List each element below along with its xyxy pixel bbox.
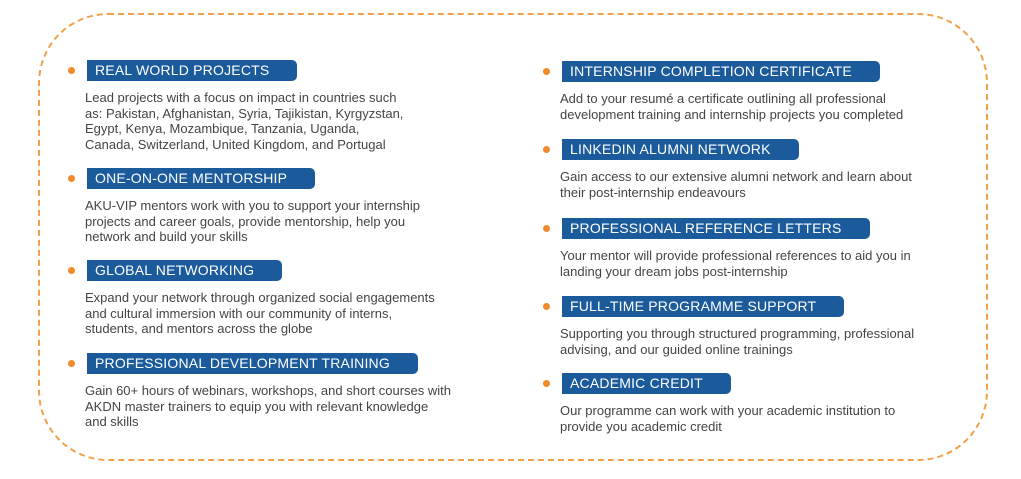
benefit-academic-credit xyxy=(543,373,895,434)
benefit-title: INTERNSHIP COMPLETION CERTIFICATE xyxy=(562,61,880,82)
bullet-dot-icon xyxy=(68,67,75,74)
bullet-dot-icon xyxy=(543,380,550,387)
benefit-description: AKU-VIP mentors work with you to support your internship projects and career goals, provide mentorship, help you network and build your skills xyxy=(85,198,421,244)
benefit-title: REAL WORLD PROJECTS xyxy=(87,60,297,81)
bullet-dot-icon xyxy=(68,267,75,274)
benefit-title: FULL-TIME PROGRAMME SUPPORT xyxy=(562,296,844,317)
benefit-title: PROFESSIONAL DEVELOPMENT TRAINING xyxy=(87,353,418,374)
bullet-dot-icon xyxy=(68,175,75,182)
benefit-global-networking xyxy=(68,260,435,337)
benefit-description: Expand your network through organized social engagements and cultural immersion with our community of interns, students, and mentors across the globe xyxy=(85,290,435,336)
benefit-description: Your mentor will provide professional references to aid you in landing your dream jobs post-internship xyxy=(560,248,911,279)
bullet-dot-icon xyxy=(543,303,550,310)
benefit-title: GLOBAL NETWORKING xyxy=(87,260,282,281)
benefit-professional-development-training xyxy=(68,353,451,430)
bullet-dot-icon xyxy=(68,360,75,367)
benefit-linkedin-alumni-network xyxy=(543,139,912,200)
benefit-description: Gain 60+ hours of webinars, workshops, and short courses with AKDN master trainers to equip you with relevant knowledge and skills xyxy=(85,383,451,429)
bullet-dot-icon xyxy=(543,68,550,75)
benefit-professional-reference-letters xyxy=(543,218,911,279)
benefit-one-on-one-mentorship xyxy=(68,168,420,245)
benefit-title: ACADEMIC CREDIT xyxy=(562,373,731,394)
benefit-title: PROFESSIONAL REFERENCE LETTERS xyxy=(562,218,870,239)
bullet-dot-icon xyxy=(543,225,550,232)
benefit-real-world-projects xyxy=(68,60,403,152)
bullet-dot-icon xyxy=(543,146,550,153)
benefit-description: Lead projects with a focus on impact in countries such as: Pakistan, Afghanistan, Syria, Tajikistan, Kyrgyzstan, Egypt, Kenya, Mozambique, Tanzania, Uganda, Canada, Switzerland, United Kingdom, and Portugal xyxy=(85,90,404,152)
benefit-title: ONE-ON-ONE MENTORSHIP xyxy=(87,168,315,189)
benefit-full-time-programme-support xyxy=(543,296,914,357)
benefit-internship-completion-certificate xyxy=(543,61,903,122)
benefit-description: Add to your resumé a certificate outlining all professional development training and internship projects you completed xyxy=(560,91,904,122)
benefit-description: Supporting you through structured programming, professional advising, and our guided online trainings xyxy=(560,326,915,357)
benefit-title: LINKEDIN ALUMNI NETWORK xyxy=(562,139,799,160)
benefit-description: Gain access to our extensive alumni network and learn about their post-internship endeavours xyxy=(560,169,912,200)
benefit-description: Our programme can work with your academic institution to provide you academic credit xyxy=(560,403,896,434)
